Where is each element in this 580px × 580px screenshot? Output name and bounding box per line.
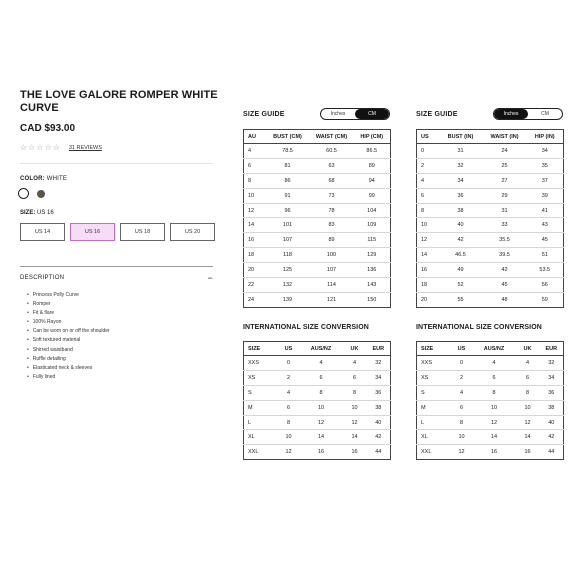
table-cell: 16 [490,449,498,456]
conversion-table [416,341,564,460]
conversion-title: INTERNATIONAL SIZE CONVERSION [416,324,542,331]
table-cell: 81 [266,158,310,173]
table-cell: 40 [540,415,564,430]
table-cell: 83 [310,218,354,233]
column-header: HIP (IN) [527,130,564,144]
divider [20,266,213,267]
table-cell: 24 [483,144,527,159]
table-cell: L [417,415,451,430]
column-header: WAIST (CM) [310,130,354,144]
unit-toggle[interactable] [493,108,563,120]
column-header: UK [343,342,367,356]
table-cell: 2 [451,370,473,385]
size-value: US 16 [37,210,54,216]
column-header: HIP (CM) [354,130,391,144]
table-cell: 39.5 [483,248,527,263]
column-header: BUST (CM) [266,130,310,144]
size-guide-title: SIZE GUIDE [416,111,458,118]
column-header: US [451,342,473,356]
table-cell: 91 [266,188,310,203]
column-header: AUS/NZ [473,342,516,356]
table-cell: 63 [310,158,354,173]
table-cell: 109 [354,218,391,233]
table-cell: 43 [527,218,564,233]
list-item: • Princess Polly Curve [27,291,110,300]
table-row [417,218,564,233]
table-cell: 35.5 [483,233,527,248]
table-cell: L [244,415,278,430]
table-cell: 38 [439,203,483,218]
table-cell: 42 [439,233,483,248]
size-selector-label [20,210,54,216]
table-cell: 2 [278,370,300,385]
table-cell: 6 [417,188,439,203]
table-cell: XXS [244,356,278,371]
table-cell: 6 [473,370,516,385]
table-row [244,144,391,159]
table-row [417,278,564,293]
column-header: US [417,130,439,144]
table-cell: 12 [516,415,540,430]
list-item: • Can be worn on or off the shoulder [27,327,110,336]
table-cell: S [244,385,278,400]
table-cell: 16 [351,449,358,456]
table-cell: 38 [367,400,391,415]
table-row [417,385,564,400]
table-cell: 6 [300,370,343,385]
table-row [244,263,391,278]
table-row [417,248,564,263]
table-cell: 29 [483,188,527,203]
table-cell: 4 [300,356,343,371]
table-cell: XS [417,370,451,385]
table-row [417,292,564,307]
table-cell: XL [417,430,451,445]
table-row [244,203,391,218]
table-cell: 12 [300,415,343,430]
table-cell: 86.5 [354,144,391,159]
table-cell: 125 [266,263,310,278]
table-row [244,370,391,385]
unit-cm-option[interactable]: CM [355,109,389,119]
table-cell: 45 [527,233,564,248]
list-item: • Soft textured material [27,336,110,345]
table-cell: 12 [244,203,266,218]
table-row [244,218,391,233]
table-cell: 37 [527,173,564,188]
color-swatch-white[interactable] [18,188,29,199]
size-option-us-20[interactable]: US 20 [170,223,215,241]
table-cell: 32 [439,158,483,173]
table-cell: 34 [527,144,564,159]
table-row [417,400,564,415]
table-cell: 33 [483,218,527,233]
table-cell: 16 [317,449,325,456]
table-cell: 14 [417,248,439,263]
table-cell: 0 [278,356,300,371]
table-cell: 107 [310,263,354,278]
table-cell: 16 [524,449,531,456]
table-row [244,278,391,293]
table-row [417,233,564,248]
size-option-us-18[interactable]: US 18 [120,223,165,241]
table-cell: 40 [367,415,391,430]
unit-inches-option[interactable]: Inches [494,109,528,119]
table-cell: 4 [516,356,540,371]
table-cell: 4 [473,356,516,371]
table-row [244,292,391,307]
table-cell: 22 [244,278,266,293]
table-row [244,158,391,173]
column-header: EUR [540,342,564,356]
list-item: • Ruffle detailing [27,355,110,364]
table-row [417,158,564,173]
list-item: • Shirred waistband [27,346,110,355]
table-cell: 0 [417,144,439,159]
table-row [417,188,564,203]
table-cell: 6 [278,400,300,415]
table-cell: XXL [248,449,259,456]
table-row [417,263,564,278]
table-cell: 129 [354,248,391,263]
color-swatch-dark[interactable] [37,190,45,198]
table-cell: 4 [278,385,300,400]
table-cell: 53.5 [527,263,564,278]
description-list [27,291,110,382]
table-cell: 8 [516,385,540,400]
table-cell: 44 [548,449,555,456]
table-cell: 36 [367,385,391,400]
table-cell: 38 [540,400,564,415]
table-cell: 34 [540,370,564,385]
table-cell: 60.5 [310,144,354,159]
table-cell: M [417,400,451,415]
table-cell: 24 [248,296,255,303]
table-cell: 18 [244,248,266,263]
table-cell: 42 [483,263,527,278]
table-cell: 45 [483,278,527,293]
table-row [244,415,391,430]
table-cell: 51 [527,248,564,263]
star-icon: ☆ [52,143,60,152]
column-header: US [278,342,300,356]
color-selector-label [20,176,67,182]
divider [20,163,213,164]
table-cell: 36 [439,188,483,203]
table-header-row [417,342,564,356]
conversion-title: INTERNATIONAL SIZE CONVERSION [243,324,369,331]
table-cell: 16 [417,263,439,278]
unit-cm-option[interactable]: CM [541,111,549,117]
table-row [244,430,391,445]
table-cell: 121 [326,296,337,303]
description-toggle[interactable] [20,275,213,281]
table-cell: 118 [266,248,310,263]
table-cell: 25 [483,158,527,173]
table-cell: 6 [451,400,473,415]
unit-inches-option[interactable]: Inches [330,111,346,117]
table-row [417,144,564,159]
table-cell: 8 [244,173,266,188]
column-header: WAIST (IN) [483,130,527,144]
unit-toggle[interactable] [320,108,390,120]
table-cell: 6 [516,370,540,385]
table-cell: 99 [354,188,391,203]
reviews-link[interactable]: 31 REVIEWS [68,144,102,151]
description-label: DESCRIPTION [20,275,65,281]
size-option-us-14[interactable]: US 14 [20,223,65,241]
star-icon: ☆ [44,143,52,152]
table-cell: 10 [300,400,343,415]
table-cell: 78 [310,203,354,218]
table-cell: 14 [244,218,266,233]
table-cell: 41 [527,203,564,218]
conversion-table [243,341,391,460]
table-row [244,445,391,460]
table-cell: 14 [516,430,540,445]
table-cell: 46.5 [439,248,483,263]
table-cell: XL [244,430,278,445]
table-cell: 89 [354,158,391,173]
color-label: COLOR: [20,176,45,182]
table-cell: 42 [367,430,391,445]
table-row [417,203,564,218]
table-cell: 8 [473,385,516,400]
table-cell: 12 [458,449,465,456]
list-item: • 100% Rayon [27,318,110,327]
table-cell: 96 [266,203,310,218]
table-cell: 49 [439,263,483,278]
table-cell: 42 [540,430,564,445]
table-row [244,385,391,400]
table-cell: XXL [421,449,432,456]
table-row [417,173,564,188]
size-option-us-16[interactable]: US 16 [70,223,115,241]
table-cell: 10 [473,400,516,415]
size-guide-table-cm [243,129,391,308]
table-cell: 16 [244,233,266,248]
table-cell: 139 [282,296,293,303]
table-cell: 100 [310,248,354,263]
table-cell: 101 [266,218,310,233]
table-cell: 114 [310,278,354,293]
column-header: SIZE [417,342,451,356]
star-icon: ☆ [28,143,36,152]
list-item: • Fit & flare [27,309,110,318]
table-cell: 56 [527,278,564,293]
table-row [417,430,564,445]
table-cell: 4 [417,173,439,188]
table-cell: 107 [266,233,310,248]
list-item: • Fully lined [27,373,110,382]
table-row [244,173,391,188]
table-cell: 14 [473,430,516,445]
table-cell: 10 [278,430,300,445]
table-cell: 132 [266,278,310,293]
table-cell: 27 [483,173,527,188]
table-row [244,248,391,263]
star-icon: ☆ [20,143,28,152]
table-row [244,188,391,203]
table-row [417,415,564,430]
table-cell: 73 [310,188,354,203]
table-cell: 4 [343,356,367,371]
table-row [417,445,564,460]
table-cell: 32 [540,356,564,371]
table-header-row [417,130,564,144]
product-title: THE LOVE GALORE ROMPER WHITE CURVE [20,89,218,114]
column-header: BUST (IN) [439,130,483,144]
column-header: AUS/NZ [300,342,343,356]
column-header: AU [244,130,266,144]
table-cell: 20 [421,296,428,303]
list-item: • Romper [27,300,110,309]
table-cell: 31 [483,203,527,218]
table-cell: 34 [439,173,483,188]
table-cell: 10 [417,218,439,233]
table-cell: 68 [310,173,354,188]
table-cell: 104 [354,203,391,218]
table-cell: 94 [354,173,391,188]
table-cell: 31 [439,144,483,159]
table-cell: 10 [244,188,266,203]
table-cell: XS [244,370,278,385]
table-cell: 14 [343,430,367,445]
table-cell: 6 [244,158,266,173]
table-cell: 14 [300,430,343,445]
size-label: SIZE: [20,210,36,216]
table-cell: 115 [354,233,391,248]
table-cell: 8 [417,203,439,218]
table-cell: 78.5 [266,144,310,159]
table-cell: 2 [417,158,439,173]
table-row [244,233,391,248]
table-cell: 36 [540,385,564,400]
table-cell: 12 [473,415,516,430]
size-guide-title: SIZE GUIDE [243,111,285,118]
table-cell: 12 [285,449,292,456]
table-row [417,356,564,371]
column-header: SIZE [244,342,278,356]
table-cell: S [417,385,451,400]
table-row [417,370,564,385]
table-cell: 34 [367,370,391,385]
table-header-row [244,130,391,144]
table-cell: XXS [417,356,451,371]
table-cell: 0 [451,356,473,371]
product-price: CAD $93.00 [20,123,76,134]
table-cell: 32 [367,356,391,371]
table-cell: 12 [343,415,367,430]
star-icon: ☆ [36,143,44,152]
table-cell: 55 [457,296,464,303]
table-cell: 48 [501,296,508,303]
table-cell: 18 [417,278,439,293]
table-cell: 10 [516,400,540,415]
table-cell: 8 [343,385,367,400]
table-cell: 86 [266,173,310,188]
table-cell: 35 [527,158,564,173]
table-cell: 150 [367,296,377,303]
collapse-icon: − [207,273,213,283]
table-cell: M [244,400,278,415]
table-cell: 6 [343,370,367,385]
rating[interactable] [20,143,102,152]
table-cell: 20 [244,263,266,278]
table-cell: 4 [244,144,266,159]
table-row [244,400,391,415]
table-cell: 8 [451,415,473,430]
table-cell: 10 [343,400,367,415]
color-value: WHITE [46,176,68,182]
table-cell: 52 [439,278,483,293]
column-header: UK [516,342,540,356]
size-options [20,223,215,241]
table-cell: 10 [451,430,473,445]
table-cell: 4 [451,385,473,400]
table-cell: 12 [417,233,439,248]
table-cell: 59 [541,296,548,303]
table-cell: 136 [354,263,391,278]
table-cell: 44 [375,449,382,456]
table-cell: 39 [527,188,564,203]
size-guide-table-inches [416,129,564,308]
table-cell: 8 [300,385,343,400]
table-cell: 89 [310,233,354,248]
list-item: • Elasticated neck & sleeves [27,364,110,373]
column-header: EUR [367,342,391,356]
table-cell: 40 [439,218,483,233]
table-cell: 143 [354,278,391,293]
table-header-row [244,342,391,356]
table-cell: 8 [278,415,300,430]
table-row [244,356,391,371]
